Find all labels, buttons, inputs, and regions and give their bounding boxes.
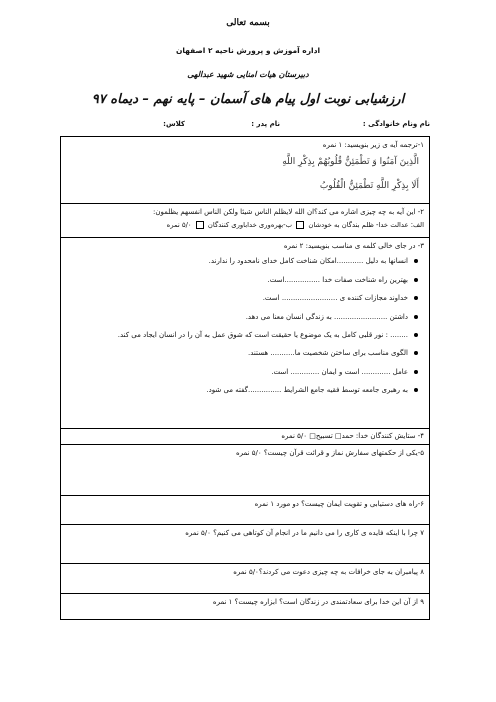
question-8-text: ۸ پیامبران به جای خرافات به چه چیزی دعوت می کردند؟۵/۰ نمره <box>233 568 424 576</box>
bullet-icon <box>414 259 418 263</box>
list-item <box>66 256 418 267</box>
question-2 <box>61 204 429 238</box>
question-4-text: ۴- ستایش کنندگان خدا: حمد□ تسبیح□ ۵/۰ نمره <box>281 432 424 440</box>
question-2-score: ۵/۰ نمره <box>166 221 192 229</box>
question-4 <box>61 429 429 445</box>
question-7 <box>61 525 429 564</box>
list-item-text: عامل ............. است و ایمان ............. است. <box>271 367 408 376</box>
list-item <box>66 312 418 323</box>
father-name-label: نام پدر : <box>251 120 280 128</box>
question-5-text: ۵-یکی از حکمتهای سفارش نماز و قرائت قرآن چیست؟ ۵/۰ نمره <box>235 449 424 457</box>
list-item-text: بهترین راه شناخت صفات خدا ................است. <box>267 275 408 284</box>
list-item-text: ........ : نور قلبی کامل به یک موضوع یا حقیقت است که شوق عمل به آن را در انسان ایجاد می کند. <box>117 331 408 339</box>
question-6-text: ۶-راه های دستیابی و تقویت ایمان چیست؟ دو مورد ۱ نمره <box>254 500 424 508</box>
list-item <box>66 293 418 304</box>
option-a-label: الف: عدالت خدا- ظلم بندگان به خودشان <box>308 221 424 229</box>
question-6 <box>61 496 429 525</box>
option-b-checkbox[interactable] <box>196 221 204 229</box>
question-5 <box>61 445 429 496</box>
list-item <box>66 367 418 378</box>
question-2-options <box>167 221 424 229</box>
question-3 <box>61 238 429 429</box>
list-item-text: الگوی مناسب برای ساختن شخصیت ما........... هستند. <box>248 349 408 357</box>
bullet-icon <box>414 333 418 337</box>
list-item-text: خداوند مجازات کننده ی ......................... است. <box>262 294 408 302</box>
exam-title: ارزشیابی نوبت اول پیام های آسمان – پایه نهم – دیماه ۹۷ <box>91 92 405 107</box>
bullet-icon <box>414 351 418 355</box>
question-1-text: ۱-ترجمه آیه ی زیر بنویسید: ۱ نمره <box>322 141 424 149</box>
list-item <box>66 385 418 396</box>
questions-table <box>60 136 430 620</box>
list-item <box>66 275 418 286</box>
student-name-label: نام ونام خانوادگی : <box>362 120 430 128</box>
list-item <box>66 330 418 341</box>
bismillah-heading: بسمه تعالی <box>226 18 270 28</box>
question-9 <box>61 594 429 621</box>
bullet-icon <box>414 296 418 300</box>
question-2-text: ۲- این آیه به چه چیزی اشاره می کند؟ان الله لایظلم الناس شیئا ولکن الناس انفسهم یظلمون: <box>152 208 424 216</box>
fill-in-blank-list <box>66 256 424 396</box>
quran-verse-line-2: أَلَا بِذِکْرِ اللَّهِ تَطْمَئِنُّ الْقُلُوبُ <box>319 181 419 191</box>
education-office-line: اداره آموزش و پرورش ناحیه ۲ اصفهان <box>175 46 321 55</box>
bullet-icon <box>414 278 418 282</box>
list-item-text: داشتن ........................ به زندگی انسان معنا می دهد. <box>245 312 408 321</box>
bullet-icon <box>414 370 418 374</box>
student-info-row <box>60 120 430 132</box>
question-8 <box>61 564 429 594</box>
bullet-icon <box>414 315 418 319</box>
bullet-icon <box>414 388 418 392</box>
school-name: دبیرستان هیات امنایی شهید عبدالهی <box>187 70 309 79</box>
quran-verse-line-1: الَّذِینَ آمَنُوا وَ تَطْمَئِنُّ قُلُوبُهُمْ بِذِکْرِ اللَّهِ <box>282 157 419 167</box>
list-item-text: به رهبری جامعه توسط فقیه جامع الشرایط ...............گفته می شود. <box>206 386 408 394</box>
list-item-text: انسانها به دلیل ............امکان شناخت کامل خدای نامحدود را ندارند. <box>208 257 408 265</box>
list-item <box>66 348 418 359</box>
question-1 <box>61 137 429 204</box>
option-b-label: ب-بهره‌وری خداباوری کنندگان <box>207 221 293 229</box>
option-a-checkbox[interactable] <box>296 221 304 229</box>
question-7-text: ۷ چرا با اینکه فایده ی کاری را می دانیم ما در انجام آن کوتاهی می کنیم؟ ۵/۰ نمره <box>185 529 424 537</box>
question-9-text: ۹ از آن این خدا برای سعادتمندی در زندگان است؟ ابزاره چیست؟ ۱ نمره <box>212 598 424 606</box>
class-label: کلاس: <box>163 120 185 128</box>
question-3-text: ۳- در جای خالی کلمه ی مناسب بنویسید: ۲ نمره <box>283 242 424 250</box>
